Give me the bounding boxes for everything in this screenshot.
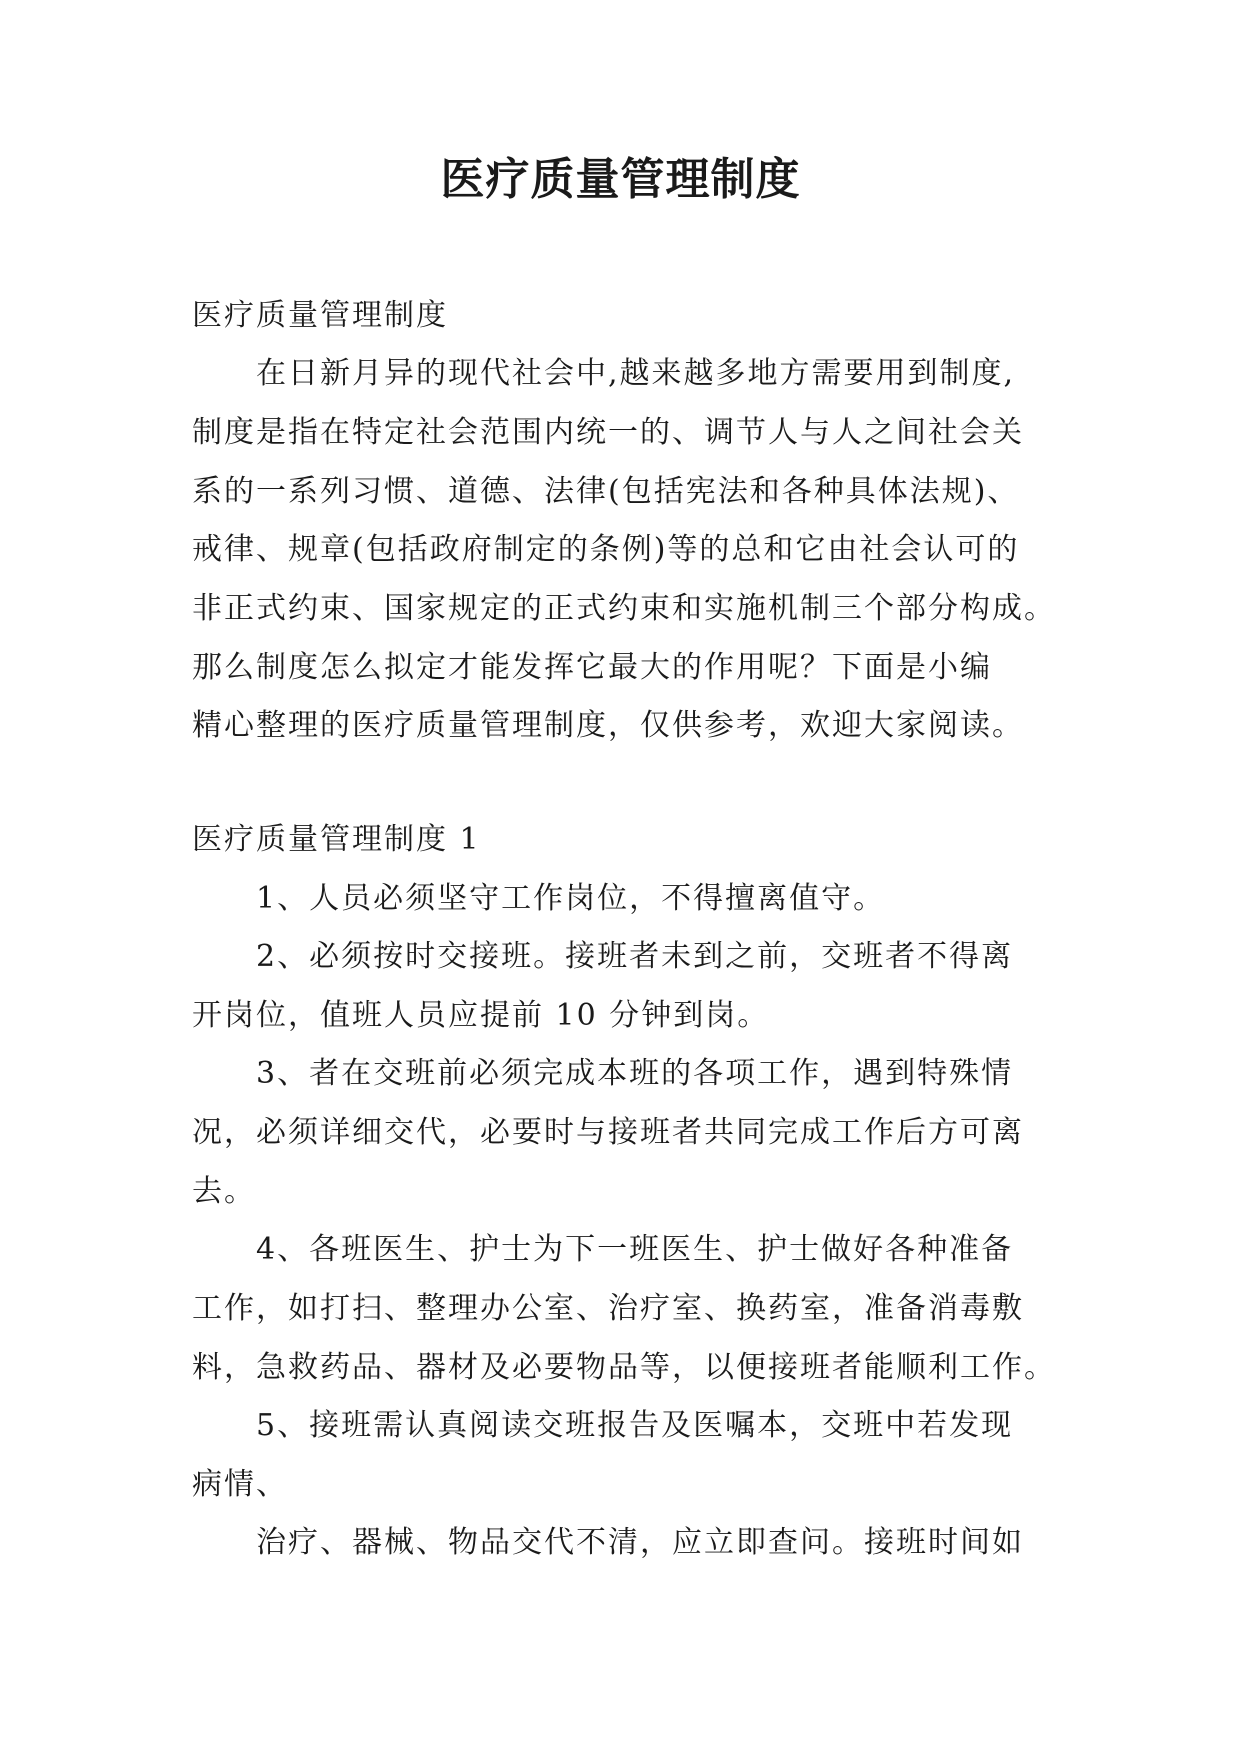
list-item: 5、接班需认真阅读交班报告及医嘱本，交班中若发现 [256,1408,1014,1443]
list-item-continuation: 开岗位，值班人员应提前 10 分钟到岗。 [192,998,770,1033]
list-item: 4、各班医生、护士为下一班医生、护士做好各种准备 [256,1232,1014,1267]
list-item-continuation: 治疗、器械、物品交代不清，应立即查问。接班时间如 [256,1525,1024,1560]
document-title: 医疗质量管理制度 [440,154,801,205]
list-item-continuation: 况，必须详细交代，必要时与接班者共同完成工作后方可离 [192,1115,1024,1150]
section-heading: 医疗质量管理制度 [192,298,448,333]
list-item-continuation: 料，急救药品、器材及必要物品等，以便接班者能顺利工作。 [192,1350,1056,1385]
list-item-continuation: 去。 [192,1174,256,1209]
paragraph-line: 在日新月异的现代社会中,越来越多地方需要用到制度, [256,356,1016,391]
list-item-continuation: 工作，如打扫、整理办公室、治疗室、换药室，准备消毒敷 [192,1291,1024,1326]
paragraph-line: 戒律、规章(包括政府制定的条例)等的总和它由社会认可的 [192,532,1020,567]
list-item-continuation: 病情、 [192,1467,288,1502]
list-item: 3、者在交班前必须完成本班的各项工作，遇到特殊情 [256,1056,1014,1091]
list-item: 1、人员必须坚守工作岗位，不得擅离值守。 [256,881,886,916]
section-heading: 医疗质量管理制度 1 [192,822,481,857]
paragraph-line: 非正式约束、国家规定的正式约束和实施机制三个部分构成。 [192,591,1056,626]
paragraph-line: 系的一系列习惯、道德、法律(包括宪法和各种具体法规)、 [192,474,1020,509]
paragraph-line: 制度是指在特定社会范围内统一的、调节人与人之间社会关 [192,415,1024,450]
paragraph-line: 精心整理的医疗质量管理制度，仅供参考，欢迎大家阅读。 [192,708,1024,743]
list-item: 2、必须按时交接班。接班者未到之前，交班者不得离 [256,939,1014,974]
paragraph-line: 那么制度怎么拟定才能发挥它最大的作用呢？下面是小编 [192,650,992,685]
